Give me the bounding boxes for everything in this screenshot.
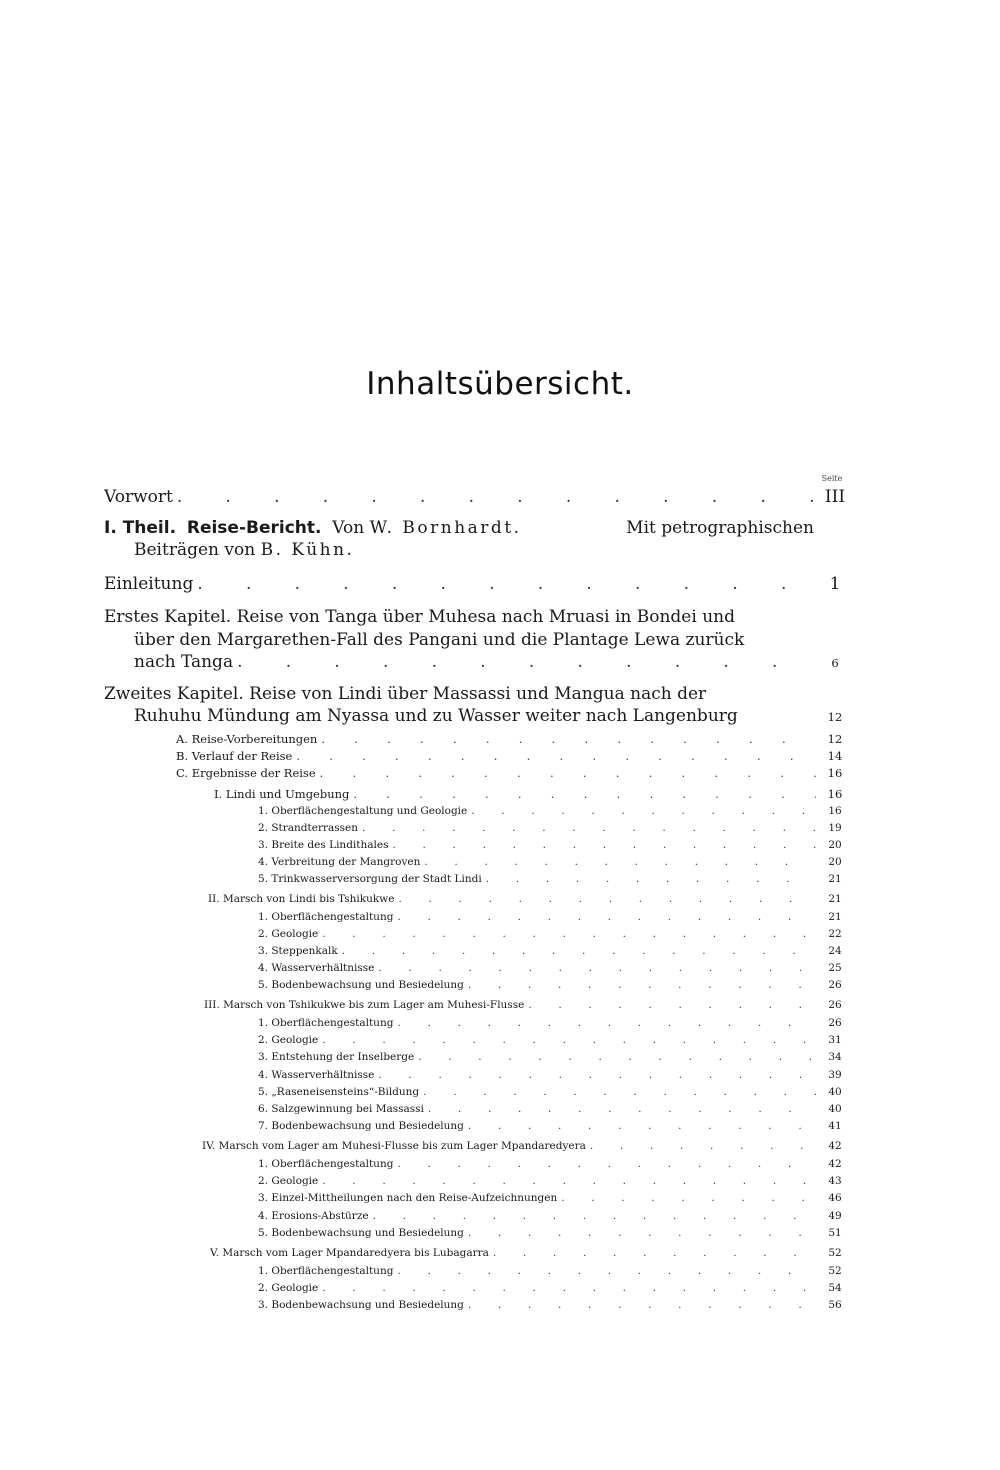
toc-entry-text: 1. Oberflächengestaltung [258, 1017, 394, 1029]
toc-entry-text: Einleitung [104, 574, 194, 594]
toc-entry-text: III. Marsch von Tshikukwe bis zum Lager am Muhesi-Flusse [204, 999, 525, 1011]
toc-entry-text: B. Verlauf der Reise [176, 749, 293, 763]
toc-entry-text: 4. Verbreitung der Mangroven [258, 856, 421, 868]
toc-item [258, 839, 820, 851]
toc-item [258, 979, 820, 991]
part-line2: Beiträgen von [134, 540, 256, 560]
toc-item [258, 1069, 820, 1081]
toc-item [258, 1282, 820, 1294]
toc-item [258, 1086, 820, 1098]
toc-item [258, 822, 820, 834]
toc-entry-text: 2. Strandterrassen [258, 822, 359, 834]
toc-subentry [176, 766, 820, 780]
toc-entry-text: V. Marsch vom Lager Mpandaredyera bis Lubagarra [210, 1247, 489, 1259]
toc-page-number: 40 [828, 1086, 842, 1098]
toc-entry-text: 4. Erosions-Abstürze [258, 1210, 369, 1222]
toc-entry-part-1 [104, 518, 814, 538]
toc-item [258, 1299, 820, 1311]
toc-page-number: 16 [827, 787, 843, 801]
toc-entry-text: 1. Oberflächengestaltung [258, 1158, 394, 1170]
toc-item [258, 911, 820, 923]
toc-page-number: 20 [828, 856, 842, 868]
toc-entry-text: II. Marsch von Lindi bis Tshikukwe [208, 893, 395, 905]
toc-entry-text: 1. Oberflächengestaltung und Geologie [258, 805, 468, 817]
toc-page-number: 19 [828, 822, 842, 834]
seite-label: Seite [821, 474, 843, 483]
toc-item [258, 873, 820, 885]
toc-item [258, 1103, 820, 1115]
toc-page-number: 6 [831, 656, 839, 670]
toc-section [204, 999, 820, 1011]
toc-page-number: 42 [828, 1158, 842, 1170]
toc-item [258, 1192, 820, 1204]
part-rest: Mit petrographischen [626, 518, 814, 538]
toc-item [258, 1051, 820, 1063]
toc-page-number: 52 [828, 1265, 842, 1277]
toc-page-number: 24 [828, 945, 842, 957]
part-title: Reise-Bericht. [186, 518, 322, 538]
toc-page-number: 22 [828, 928, 842, 940]
toc-entry-text: 2. Geologie [258, 1034, 319, 1046]
toc-entry-text: 1. Oberflächengestaltung [258, 911, 394, 923]
toc-item [258, 805, 820, 817]
toc-item [258, 1158, 820, 1170]
toc-item [258, 1120, 820, 1132]
toc-entry-text: I. Lindi und Umgebung [214, 787, 350, 801]
toc-entry-text: Vorwort [104, 487, 173, 507]
toc-page-number: 26 [828, 979, 842, 991]
toc-entry-text: 5. Bodenbewachsung und Besiedelung [258, 1227, 464, 1239]
toc-page-number: 12 [827, 732, 843, 746]
toc-page-number: 54 [828, 1282, 842, 1294]
toc-entry-text: 2. Geologie [258, 928, 319, 940]
toc-page-number: 46 [828, 1192, 842, 1204]
chapter-line1: Zweites Kapitel. Reise von Lindi über Massassi und Mangua nach der [104, 684, 707, 704]
toc-entry-text: 6. Salzgewinnung bei Massassi [258, 1103, 424, 1115]
toc-entry-kapitel-2 [104, 684, 814, 704]
toc-page-number: 56 [828, 1299, 842, 1311]
toc-entry-text: 7. Bodenbewachsung und Besiedelung [258, 1120, 464, 1132]
toc-page-number: 52 [828, 1247, 842, 1259]
toc-entry-text: 2. Geologie [258, 1282, 319, 1294]
toc-page-number: 43 [828, 1175, 842, 1187]
toc-page-number: 1 [829, 574, 841, 594]
chapter-line3: nach Tanga [134, 652, 234, 672]
toc-entry-text: A. Reise-Vorbereitungen [176, 732, 318, 746]
toc-page-number: 21 [828, 911, 842, 923]
toc-entry-text: 4. Wasserverhältnisse [258, 962, 375, 974]
toc-section [210, 1247, 820, 1259]
toc-entry-text: C. Ergebnisse der Reise [176, 766, 316, 780]
toc-entry-text: 5. Trinkwasserversorgung der Stadt Lindi [258, 873, 482, 885]
toc-entry-kapitel-1-line2 [134, 630, 814, 650]
toc-page-number: 12 [827, 710, 843, 724]
toc-section [202, 1140, 820, 1152]
page-title: Inhaltsübersicht. [366, 366, 634, 402]
toc-page-number: 26 [828, 999, 842, 1011]
toc-item [258, 928, 820, 940]
toc-page-number: 16 [827, 766, 843, 780]
part-author2: B. Kühn. [260, 540, 355, 560]
toc-entry-text: 4. Wasserverhältnisse [258, 1069, 375, 1081]
toc-page-number: 16 [828, 805, 842, 817]
toc-entry-vorwort [104, 487, 820, 507]
toc-section [214, 787, 820, 801]
toc-subentry [176, 732, 820, 746]
toc-page-number: III [824, 487, 846, 507]
toc-entry-text: IV. Marsch vom Lager am Muhesi-Flusse bis zum Lager Mpandaredyera [202, 1140, 586, 1152]
toc-item [258, 1227, 820, 1239]
toc-page-number: 20 [828, 839, 842, 851]
toc-entry-kapitel-1-line3 [134, 652, 820, 672]
toc-item [258, 1034, 820, 1046]
toc-entry-part-1-line2 [134, 540, 734, 560]
toc-page-number: 26 [828, 1017, 842, 1029]
toc-subentry [176, 749, 820, 763]
toc-item [258, 945, 820, 957]
toc-entry-kapitel-2-line2 [134, 706, 814, 726]
part-number: I. Theil. [104, 518, 177, 538]
part-von: Von [332, 518, 365, 538]
toc-entry-text: 5. „Raseneisensteins“-Bildung [258, 1086, 420, 1098]
toc-item [258, 1017, 820, 1029]
toc-page-number: 31 [828, 1034, 842, 1046]
toc-entry-text: 3. Bodenbewachsung und Besiedelung [258, 1299, 464, 1311]
toc-page-number: 40 [828, 1103, 842, 1115]
toc-item [258, 1175, 820, 1187]
toc-entry-text: 5. Bodenbewachsung und Besiedelung [258, 979, 464, 991]
toc-item [258, 962, 820, 974]
toc-entry-text: 3. Einzel-Mittheilungen nach den Reise-Aufzeichnungen [258, 1192, 558, 1204]
toc-entry-text: 1. Oberflächengestaltung [258, 1265, 394, 1277]
toc-page-number: 51 [828, 1227, 842, 1239]
chapter-line1: Erstes Kapitel. Reise von Tanga über Muhesa nach Mruasi in Bondei und [104, 607, 735, 627]
toc-item [258, 1265, 820, 1277]
toc-page-number: 39 [828, 1069, 842, 1081]
toc-section [208, 893, 820, 905]
chapter-line2: über den Margarethen-Fall des Pangani und die Plantage Lewa zurück [134, 630, 745, 650]
toc-page-number: 49 [828, 1210, 842, 1222]
toc-page-number: 14 [827, 749, 843, 763]
toc-entry-text: 3. Entstehung der Inselberge [258, 1051, 415, 1063]
toc-entry-text: 3. Breite des Lindithales [258, 839, 389, 851]
toc-entry-kapitel-1 [104, 607, 814, 627]
part-author: W. Bornhardt. [369, 518, 522, 538]
toc-page-number: 42 [828, 1140, 842, 1152]
toc-page-number: 34 [828, 1051, 842, 1063]
toc-page-number: 25 [828, 962, 842, 974]
toc-entry-text: 3. Steppenkalk [258, 945, 338, 957]
toc-item [258, 1210, 820, 1222]
toc-item [258, 856, 820, 868]
toc-page-number: 21 [828, 893, 842, 905]
toc-entry-text: 2. Geologie [258, 1175, 319, 1187]
chapter-line2: Ruhuhu Mündung am Nyassa und zu Wasser weiter nach Langenburg [134, 706, 738, 726]
toc-entry-einleitung [104, 574, 820, 594]
toc-page-number: 41 [828, 1120, 842, 1132]
toc-page-number: 21 [828, 873, 842, 885]
